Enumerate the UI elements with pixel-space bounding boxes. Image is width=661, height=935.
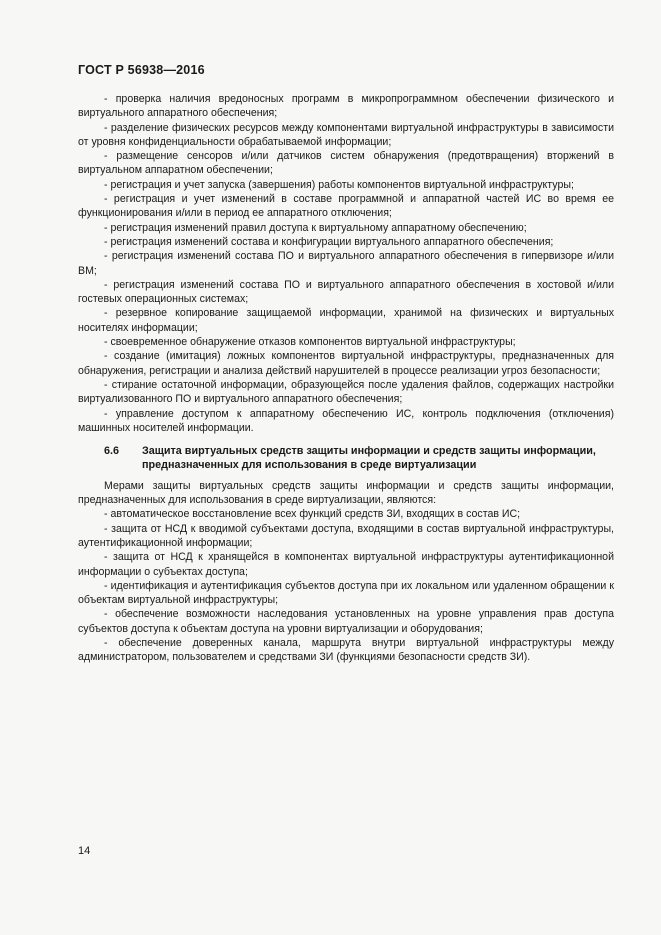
list-item: - создание (имитация) ложных компонентов виртуальной инфраструктуры, предназначенных для обнаружения, регистрации и анализа действий нарушителей в процессе реализации угроз безопасности; <box>78 350 614 377</box>
list-item: - регистрация и учет изменений в составе программной и аппаратной частей ИС во время ее функционирования и/или в период ее аппаратного отключения; <box>78 193 614 220</box>
list-item: - обеспечение доверенных канала, маршрута внутри виртуальной инфраструктуры между администратором, пользователем и средствами ЗИ (функциями безопасности средств ЗИ). <box>78 636 614 664</box>
measures-list <box>78 92 614 435</box>
list-item: - обеспечение возможности наследования установленных на уровне управления прав доступа субъектов доступа к объектам доступа на уровни виртуализации и оборудования; <box>78 608 614 635</box>
list-item: - разделение физических ресурсов между компонентами виртуальной инфраструктуры в зависимости от уровня конфиденциальности обрабатываемой информации; <box>78 121 614 148</box>
list-item: - размещение сенсоров и/или датчиков систем обнаружения (предотвращения) вторжений в виртуальном аппаратном обеспечении; <box>78 150 614 177</box>
list-item: - проверка наличия вредоносных программ в микропрограммном обеспечении физического и виртуального аппаратного обеспечения; <box>78 93 614 120</box>
list-item: - своевременное обнаружение отказов компонентов виртуальной инфраструктуры; <box>104 336 516 349</box>
list-item: - регистрация изменений состава ПО и виртуального аппаратного обеспечения в гипервизоре и/или ВМ; <box>78 250 614 277</box>
list-item: - регистрация изменений состава и конфигурации виртуального аппаратного обеспечения; <box>104 235 554 248</box>
document-header: ГОСТ Р 56938—2016 <box>78 63 205 77</box>
section-title: Защита виртуальных средств защиты информации и средств защиты информации, предназначенных для использования в среде виртуализации <box>142 445 596 472</box>
list-item: - управление доступом к аппаратному обеспечению ИС, контроль подключения (отключения) машинных носителей информации. <box>78 407 614 434</box>
section-heading <box>78 444 614 473</box>
list-item: - резервное копирование защищаемой информации, хранимой на физических и виртуальных носителях информации; <box>78 307 614 334</box>
list-item: - стирание остаточной информации, образующейся после удаления файлов, содержащих настройки виртуализованного ПО и виртуального аппаратного обеспечения; <box>78 378 614 406</box>
list-item: - идентификация и аутентификация субъектов доступа при их локальном или удаленном обращении к объектам виртуальной инфраструктуры; <box>78 579 614 607</box>
list-item: - регистрация изменений правил доступа к виртуальному аппаратному обеспечению; <box>104 221 527 234</box>
list-item: - регистрация и учет запуска (завершения) работы компонентов виртуальной инфраструктуры; <box>104 178 574 191</box>
section-number: 6.6 <box>104 445 120 458</box>
list-item: - защита от НСД к вводимой субъектами доступа, входящими в состав виртуальной инфраструктуры, аутентификационной информации; <box>78 522 614 549</box>
section-intro: Мерами защиты виртуальных средств защиты информации и средств защиты информации, предназначенных для использования в среде виртуализации, являются: <box>78 479 614 507</box>
list-item: - автоматическое восстановление всех функций средств ЗИ, входящих в состав ИС; <box>104 508 521 521</box>
page-content <box>78 92 614 665</box>
list-item: - защита от НСД к хранящейся в компонентах виртуальной инфраструктуры аутентификационной информации о субъектах доступа; <box>78 551 614 578</box>
protection-measures-list <box>78 507 614 664</box>
list-item: - регистрация изменений состава ПО и виртуального аппаратного обеспечения в хостовой и/или гостевых операционных системах; <box>78 278 614 306</box>
page-number: 14 <box>78 845 91 857</box>
